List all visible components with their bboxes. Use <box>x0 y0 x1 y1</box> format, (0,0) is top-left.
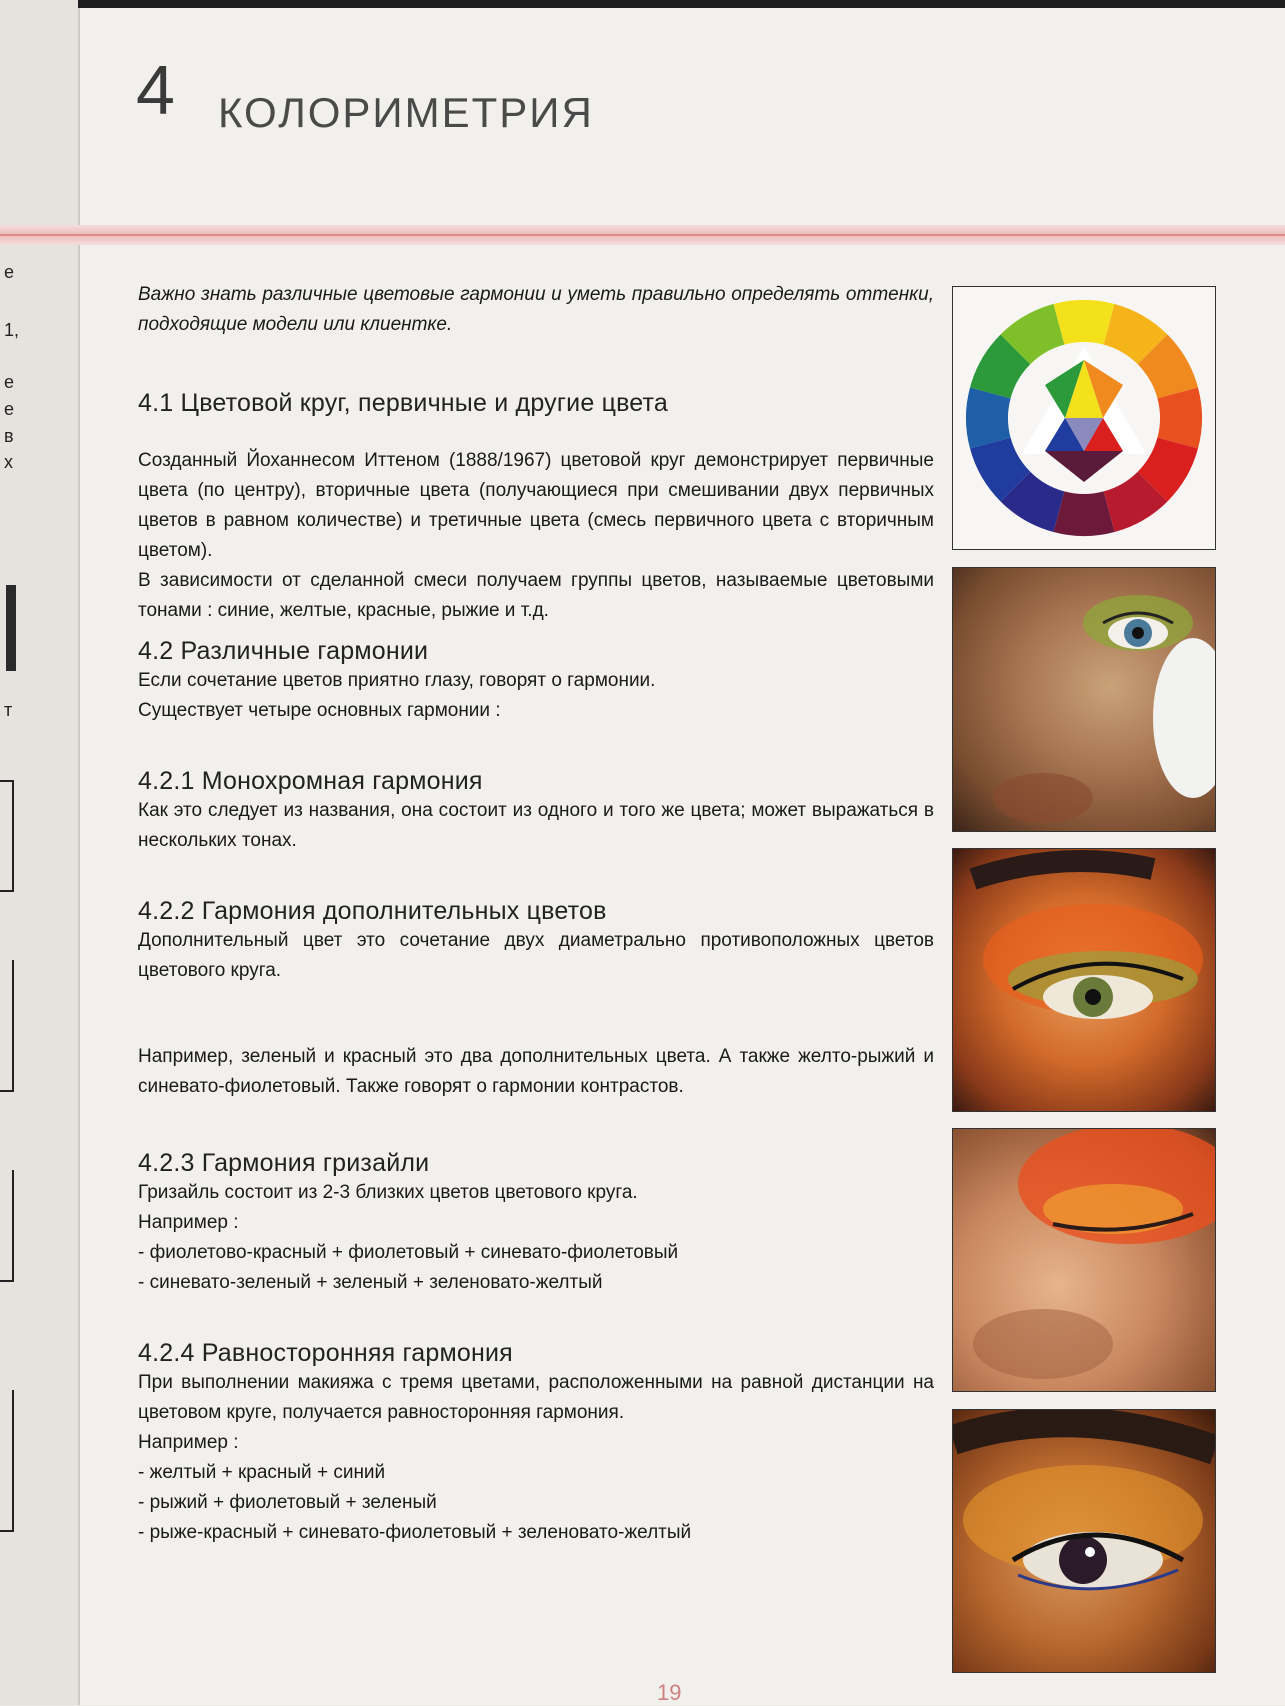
paragraph: Как это следует из названия, она состоит из одного и того же цвета; может выражаться в нескольких тонах. <box>138 800 934 851</box>
paragraph: При выполнении макияжа с тремя цветами, расположенными на равной дистанции на цветовом круге, получается равносторонняя гармония. <box>138 1372 934 1423</box>
facing-page-fragment: в <box>4 426 14 446</box>
color-wheel-image <box>953 287 1215 549</box>
facing-page-fragment: е <box>4 262 15 282</box>
facing-page-mark <box>6 585 16 671</box>
page-number: 19 <box>657 1680 682 1705</box>
facing-page-fragment: х <box>4 452 13 472</box>
wheel-segment <box>1053 300 1114 345</box>
wheel-segment <box>1157 387 1202 448</box>
makeup-photo-drawing <box>953 1129 1215 1391</box>
paragraph: Например : <box>138 1212 239 1233</box>
paragraph: Существует четыре основных гармонии : <box>138 700 501 721</box>
makeup-photo-closed-eye <box>952 1128 1216 1392</box>
section-heading-4-2-2: 4.2.2 Гармония дополнительных цветов <box>138 897 607 925</box>
facing-page-rule <box>0 1530 14 1532</box>
paragraph: Например, зеленый и красный это два дополнительных цвета. А также желто-рыжий и синевато-фиолетовый. Также говорят о гармонии контрастов. <box>138 1046 934 1097</box>
paragraph: В зависимости от сделанной смеси получаем группы цветов, называемые цветовыми тонами : синие, желтые, красные, рыжие и т.д. <box>138 570 934 621</box>
facing-page-rule <box>12 1170 14 1280</box>
chapter-number: 4 <box>136 51 175 129</box>
main-text-column <box>138 280 934 1548</box>
facing-page-fragment: е <box>4 399 15 419</box>
color-wheel-figure <box>952 286 1216 550</box>
facing-page-rule <box>12 1390 14 1530</box>
wheel-segment <box>1053 491 1114 536</box>
paragraph: Дополнительный цвет это сочетание двух диаметрально противоположных цветов цветового круга. <box>138 930 934 981</box>
section-heading-4-2: 4.2 Различные гармонии <box>138 637 429 665</box>
makeup-photo-drawing <box>953 1410 1215 1672</box>
wheel-segment <box>966 387 1011 448</box>
facing-page-rule <box>12 960 14 1090</box>
list-item: - фиолетово-красный + фиолетовый + синевато-фиолетовый <box>138 1242 679 1263</box>
paragraph: Созданный Йоханнесом Иттеном (1888/1967) цветовой круг демонстрирует первичные цвета (по центру), вторичные цвета (получающиеся при смешивании двух первичных цветов в равном количестве) и третичные цвета (смесь первичного цвета с вторичным цветом). <box>138 450 934 561</box>
section-heading-4-2-4: 4.2.4 Равносторонняя гармония <box>138 1339 513 1367</box>
facing-page-fragment: е <box>4 372 15 392</box>
list-item: - синевато-зеленый + зеленый + зеленовато-желтый <box>138 1272 603 1293</box>
section-heading-4-2-1: 4.2.1 Монохромная гармония <box>138 767 483 795</box>
top-edge-bar <box>78 0 1285 8</box>
section-heading-4-1: 4.1 Цветовой круг, первичные и другие цвета <box>138 389 669 417</box>
facing-page-rule <box>12 780 14 890</box>
list-item: - рыже-красный + синевато-фиолетовый + зеленовато-желтый <box>138 1522 692 1543</box>
list-item: - рыжий + фиолетовый + зеленый <box>138 1492 437 1513</box>
makeup-photo-green-eyeshadow <box>952 567 1216 832</box>
facing-page-rule <box>0 1280 14 1282</box>
makeup-photo-orange-eyeshadow <box>952 848 1216 1112</box>
facing-page-fragment: 1, <box>4 320 20 340</box>
facing-page-edge <box>0 0 80 1705</box>
paragraph: Например : <box>138 1432 239 1453</box>
paragraph: Гризайль состоит из 2-3 близких цветов цветового круга. <box>138 1182 638 1203</box>
header-rule <box>0 234 1285 236</box>
intro-paragraph: Важно знать различные цветовые гармонии и уметь правильно определять оттенки, подходящие модели или клиентке. <box>138 284 934 335</box>
makeup-photo-drawing <box>953 568 1215 831</box>
paragraph: Если сочетание цветов приятно глазу, говорят о гармонии. <box>138 670 656 691</box>
section-heading-4-2-3: 4.2.3 Гармония гризайли <box>138 1149 430 1177</box>
chapter-title: КОЛОРИМЕТРИЯ <box>218 89 594 136</box>
makeup-photo-gold-eyeshadow <box>952 1409 1216 1673</box>
list-item: - желтый + красный + синий <box>138 1462 386 1483</box>
facing-page-fragment: т <box>4 700 13 720</box>
makeup-photo-drawing <box>953 849 1215 1111</box>
facing-page-rule <box>0 1090 14 1092</box>
facing-page-rule <box>0 890 14 892</box>
